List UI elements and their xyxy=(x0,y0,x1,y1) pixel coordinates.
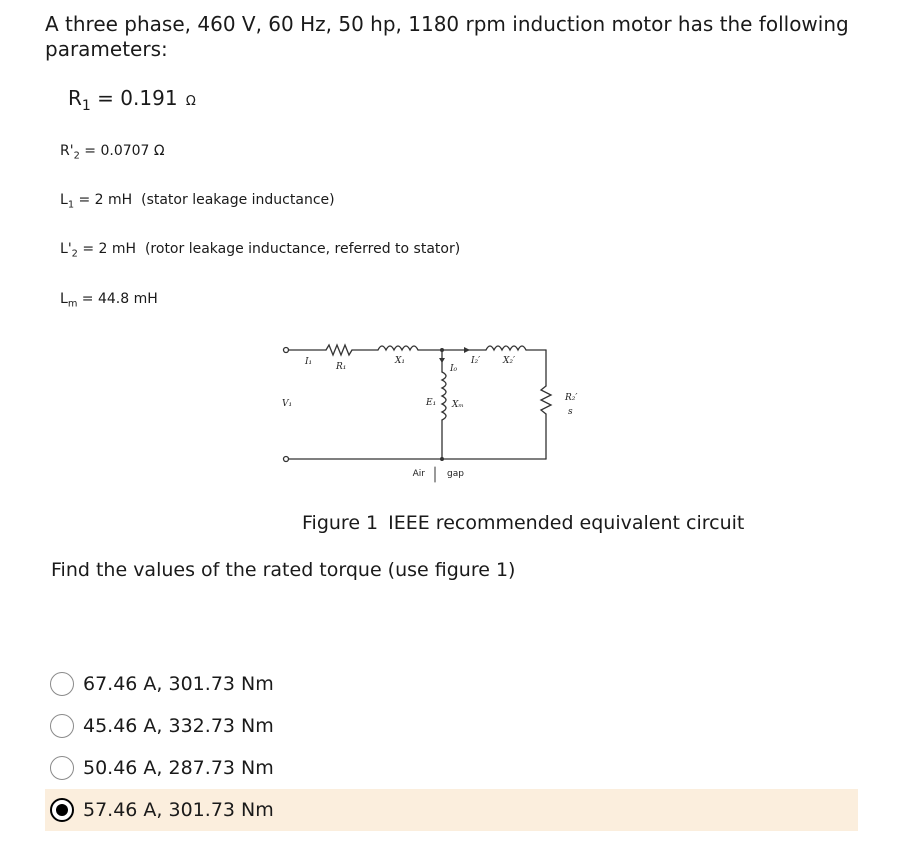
param-l2-subscript: 2 xyxy=(71,248,78,260)
param-l2-value: = 2 mH xyxy=(77,241,137,257)
param-r1-unit: Ω xyxy=(185,94,196,109)
label-i1: I₁ xyxy=(305,357,313,367)
radio-button[interactable] xyxy=(50,714,74,738)
question-text: A three phase, 460 V, 60 Hz, 50 hp, 1180 rpm induction motor has the following parameters: xyxy=(45,12,849,61)
param-r1 xyxy=(68,86,196,114)
label-r2-numerator: R₂′ xyxy=(565,393,578,403)
answer-option-label: 57.46 A, 301.73 Nm xyxy=(83,799,274,821)
resistor-r2-over-s xyxy=(541,386,551,414)
node-shunt-top xyxy=(440,348,444,352)
answer-option[interactable] xyxy=(45,789,858,831)
label-air: Air xyxy=(412,469,425,479)
param-l1-subscript: 1 xyxy=(67,199,75,211)
figure-caption-text: IEEE recommended equivalent circuit xyxy=(388,512,745,534)
label-xm: Xₘ xyxy=(452,400,464,410)
param-l2-symbol: L xyxy=(60,241,68,257)
node-shunt-bottom xyxy=(440,457,444,461)
param-l1 xyxy=(60,192,335,211)
inductor-xm xyxy=(442,372,446,420)
param-l2-note: (rotor leakage inductance, referred to stator) xyxy=(136,241,461,257)
param-lm-symbol: L xyxy=(60,291,68,307)
param-r2-unit: Ω xyxy=(153,143,165,159)
param-l1-note: (stator leakage inductance) xyxy=(132,192,335,208)
label-r2-denominator: s xyxy=(568,407,573,417)
current-arrow-i2 xyxy=(464,347,470,353)
label-iphi: I₀ xyxy=(450,364,458,374)
param-r2-symbol: R xyxy=(60,143,70,159)
param-r2 xyxy=(60,143,165,162)
radio-button[interactable] xyxy=(50,756,74,780)
param-lm xyxy=(60,291,158,310)
inductor-x2 xyxy=(486,346,526,350)
label-e1: E₁ xyxy=(426,398,437,408)
param-l1-value: = 2 mH xyxy=(74,192,133,208)
param-r2-subscript: 2 xyxy=(73,150,80,162)
param-r1-subscript: 1 xyxy=(81,97,91,114)
param-lm-subscript: m xyxy=(67,298,78,310)
param-lm-value: = 44.8 mH xyxy=(77,291,158,307)
label-i2: I₂′ xyxy=(471,356,481,366)
radio-button[interactable] xyxy=(50,798,74,822)
answer-option-label: 45.46 A, 332.73 Nm xyxy=(83,715,274,737)
label-x2: X₂′ xyxy=(503,356,516,366)
figure-caption xyxy=(302,512,744,534)
param-l2-prime: ' xyxy=(67,241,72,257)
param-r1-value: = 0.191 xyxy=(90,86,184,110)
param-r2-value: = 0.0707 xyxy=(79,143,154,159)
param-r1-symbol: R xyxy=(68,86,82,110)
answer-option[interactable] xyxy=(45,663,858,705)
label-r1: R₁ xyxy=(336,362,347,372)
question-prompt: Find the values of the rated torque (use figure 1) xyxy=(51,559,516,581)
label-x1: X₁ xyxy=(395,356,406,366)
param-l2 xyxy=(60,241,461,260)
label-gap: gap xyxy=(447,469,464,479)
answer-option[interactable] xyxy=(45,705,858,747)
equivalent-circuit-figure xyxy=(278,336,590,486)
input-terminal-top xyxy=(284,348,289,353)
param-l1-symbol: L xyxy=(60,192,68,208)
label-v1: V₁ xyxy=(282,399,293,409)
figure-caption-number: Figure 1 xyxy=(302,512,379,534)
param-r2-prime: ' xyxy=(69,143,74,159)
input-terminal-bottom xyxy=(284,457,289,462)
answer-options xyxy=(45,663,858,831)
answer-option-label: 67.46 A, 301.73 Nm xyxy=(83,673,274,695)
radio-button[interactable] xyxy=(50,672,74,696)
inductor-x1 xyxy=(378,346,418,350)
current-arrow-iphi xyxy=(439,358,445,363)
resistor-r1 xyxy=(326,345,352,355)
answer-option-label: 50.46 A, 287.73 Nm xyxy=(83,757,274,779)
answer-option[interactable] xyxy=(45,747,858,789)
